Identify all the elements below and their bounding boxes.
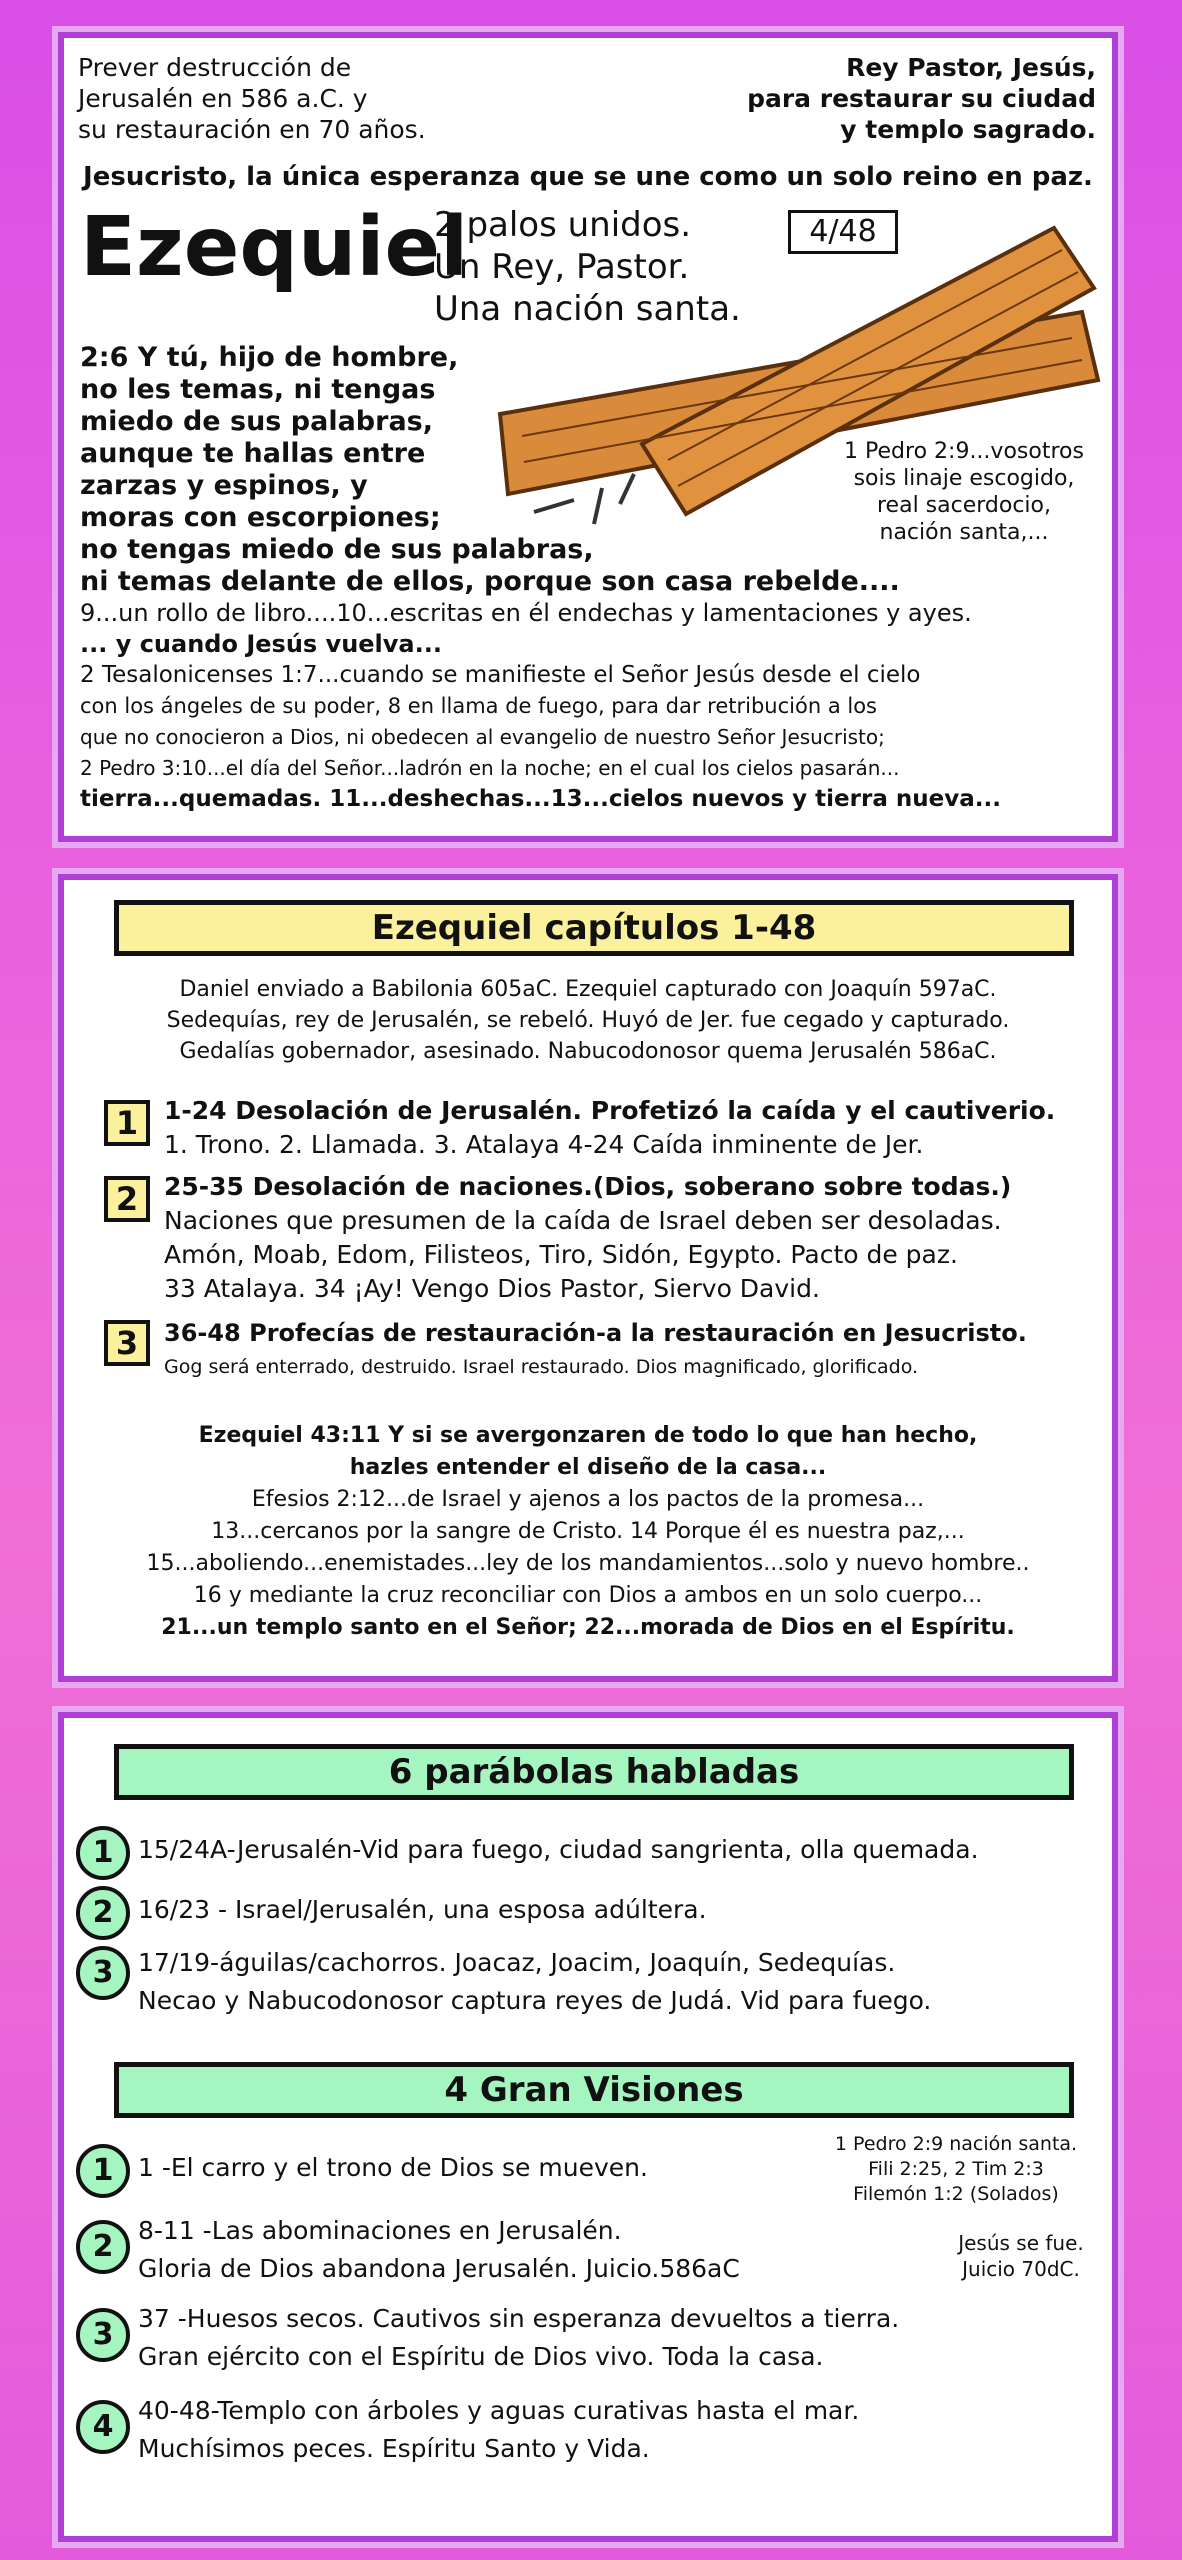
text-line: 25-35 Desolación de naciones.(Dios, soberano sobre todas.)	[164, 1172, 1012, 1201]
text-line: moras con escorpiones;	[80, 502, 441, 533]
text-line: 9...un rollo de libro....10...escritas en él endechas y lamentaciones y ayes.	[80, 599, 972, 627]
peter-quote	[824, 438, 1104, 546]
text-line: 2 Tesalonicenses 1:7...cuando se manifieste el Señor Jesús desde el cielo	[80, 662, 921, 688]
verse-block	[80, 598, 1001, 815]
section-3	[164, 1316, 1027, 1384]
text-line: su restauración en 70 años.	[78, 115, 426, 144]
text-line: Rey Pastor, Jesús,	[846, 53, 1096, 82]
text-line: Una nación santa.	[434, 289, 741, 329]
text-line: Ezequiel 43:11 Y si se avergonzaren de todo lo que han hecho,	[198, 1423, 978, 1448]
text-line: 8-11 -Las abominaciones en Jerusalén.	[138, 2216, 622, 2245]
vision-number-1: 1	[76, 2144, 130, 2198]
parable-3	[138, 1944, 931, 2020]
vision-4	[138, 2392, 859, 2468]
verse-2-6	[80, 342, 900, 598]
shepherd-king-summary	[747, 52, 1096, 145]
vision-3	[138, 2300, 899, 2376]
text-line: Sedequías, rey de Jerusalén, se rebeló. Huyó de Jer. fue cegado y capturado.	[166, 1008, 1010, 1033]
text-line: Gloria de Dios abandona Jerusalén. Juicio.586aC	[138, 2254, 740, 2283]
text-line: Jerusalén en 586 a.C. y	[78, 84, 368, 113]
intro-panel	[58, 32, 1118, 842]
text-line: Filemón 1:2 (Solados)	[853, 2183, 1059, 2205]
text-line: 2:6 Y tú, hijo de hombre,	[80, 342, 459, 373]
text-line: aunque te hallas entre	[80, 438, 426, 469]
section-number-1: 1	[104, 1100, 150, 1146]
book-title: Ezequiel	[80, 200, 469, 295]
subtitle: Jesucristo, la única esperanza que se une como un solo reino en paz.	[83, 162, 1093, 192]
section-number-3: 3	[104, 1320, 150, 1366]
historical-intro	[64, 974, 1112, 1067]
text-line: 13...cercanos por la sangre de Cristo. 14 Porque él es nuestra paz,...	[211, 1519, 965, 1544]
text-line: Prever destrucción de	[78, 53, 352, 82]
visions-banner: 4 Gran Visiones	[114, 2062, 1074, 2118]
text-line: Efesios 2:12...de Israel y ajenos a los pactos de la promesa...	[251, 1487, 925, 1512]
section-2	[164, 1170, 1011, 1306]
text-line: 36-48 Profecías de restauración-a la restauración en Jesucristo.	[164, 1319, 1027, 1347]
text-line: 33 Atalaya. 34 ¡Ay! Vengo Dios Pastor, Siervo David.	[164, 1274, 820, 1303]
text-line: Naciones que presumen de la caída de Israel deben ser desoladas.	[164, 1206, 1002, 1235]
text-line: 16 y mediante la cruz reconciliar con Dios a ambos en un solo cuerpo...	[193, 1583, 983, 1608]
text-line: tierra...quemadas. 11...deshechas...13...cielos nuevos y tierra nueva...	[80, 786, 1001, 812]
text-line: 17/19-águilas/cachorros. Joacaz, Joacim, Joaquín, Sedequías.	[138, 1948, 896, 1977]
text-line: Un Rey, Pastor.	[434, 247, 690, 287]
text-line: Necao y Nabucodonosor captura reyes de Judá. Vid para fuego.	[138, 1986, 932, 2015]
text-line: sois linaje escogido,	[853, 466, 1075, 491]
text-line: hazles entender el diseño de la casa...	[349, 1455, 827, 1480]
text-line: zarzas y espinos, y	[80, 470, 368, 501]
text-line: Fili 2:25, 2 Tim 2:3	[868, 2158, 1044, 2180]
chapters-panel	[58, 874, 1118, 1682]
parable-number-1: 1	[76, 1826, 130, 1880]
text-line: 37 -Huesos secos. Cautivos sin esperanza devueltos a tierra.	[138, 2304, 900, 2333]
text-line: para restaurar su ciudad	[747, 84, 1096, 113]
text-line: miedo de sus palabras,	[80, 406, 433, 437]
text-line: 2 palos unidos.	[434, 205, 692, 245]
text-line: Juicio 70dC.	[962, 2257, 1080, 2281]
text-line: 2 Pedro 3:10...el día del Señor...ladrón en la noche; en el cual los cielos pasarán...	[80, 756, 900, 780]
parables-banner: 6 parábolas habladas	[114, 1744, 1074, 1800]
parable-1: 15/24A-Jerusalén-Vid para fuego, ciudad sangrienta, olla quemada.	[138, 1835, 979, 1864]
text-line: Amón, Moab, Edom, Filisteos, Tiro, Sidón, Egypto. Pacto de paz.	[164, 1240, 958, 1269]
vision-number-3: 3	[76, 2308, 130, 2362]
text-line: y templo sagrado.	[840, 115, 1096, 144]
vision-2	[138, 2212, 740, 2288]
text-line: no tengas miedo de sus palabras,	[80, 534, 594, 565]
side-note-verses	[806, 2132, 1106, 2207]
side-note-judgment	[936, 2230, 1106, 2282]
chapters-banner: Ezequiel capítulos 1-48	[114, 900, 1074, 956]
text-line: Daniel enviado a Babilonia 605aC. Ezequiel capturado con Joaquín 597aC.	[179, 977, 997, 1002]
text-line: 1. Trono. 2. Llamada. 3. Atalaya 4-24 Caída inminente de Jer.	[164, 1130, 924, 1159]
chapter-badge: 4/48	[788, 210, 898, 254]
text-line: con los ángeles de su poder, 8 en llama de fuego, para dar retribución a los	[80, 694, 877, 718]
parable-2: 16/23 - Israel/Jerusalén, una esposa adúltera.	[138, 1895, 707, 1924]
text-line: Gog será enterrado, destruido. Israel restaurado. Dios magnificado, glorificado.	[164, 1356, 919, 1378]
text-line: Gran ejército con el Espíritu de Dios vivo. Toda la casa.	[138, 2342, 824, 2371]
vision-1: 1 -El carro y el trono de Dios se mueven.	[138, 2153, 648, 2182]
text-line: 1 Pedro 2:9...vosotros	[844, 439, 1084, 464]
vision-number-2: 2	[76, 2220, 130, 2274]
vision-number-4: 4	[76, 2400, 130, 2454]
text-line: Muchísimos peces. Espíritu Santo y Vida.	[138, 2434, 650, 2463]
text-line: nación santa,...	[879, 520, 1049, 545]
text-line: Jesús se fue.	[958, 2231, 1084, 2255]
text-line: 1-24 Desolación de Jerusalén. Profetizó la caída y el cautiverio.	[164, 1096, 1056, 1125]
text-line: ... y cuando Jesús vuelva...	[80, 630, 442, 658]
text-line: ni temas delante de ellos, porque son casa rebelde....	[80, 566, 900, 597]
prophecy-summary	[78, 52, 426, 145]
parable-number-3: 3	[76, 1946, 130, 2000]
section-number-2: 2	[104, 1176, 150, 1222]
verses-block	[64, 1420, 1112, 1644]
text-line: 21...un templo santo en el Señor; 22...morada de Dios en el Espíritu.	[161, 1615, 1015, 1640]
section-1	[164, 1094, 1055, 1162]
text-line: Gedalías gobernador, asesinado. Nabucodonosor quema Jerusalén 586aC.	[179, 1039, 997, 1064]
parables-visions-panel	[58, 1712, 1118, 2542]
text-line: 15...aboliendo...enemistades...ley de los mandamientos...solo y nuevo hombre..	[146, 1551, 1030, 1576]
text-line: que no conocieron a Dios, ni obedecen al evangelio de nuestro Señor Jesucristo;	[80, 725, 885, 749]
text-line: no les temas, ni tengas	[80, 374, 436, 405]
text-line: 40-48-Templo con árboles y aguas curativas hasta el mar.	[138, 2396, 860, 2425]
text-line: real sacerdocio,	[876, 493, 1051, 518]
text-line: 1 Pedro 2:9 nación santa.	[834, 2133, 1078, 2155]
parable-number-2: 2	[76, 1886, 130, 1940]
